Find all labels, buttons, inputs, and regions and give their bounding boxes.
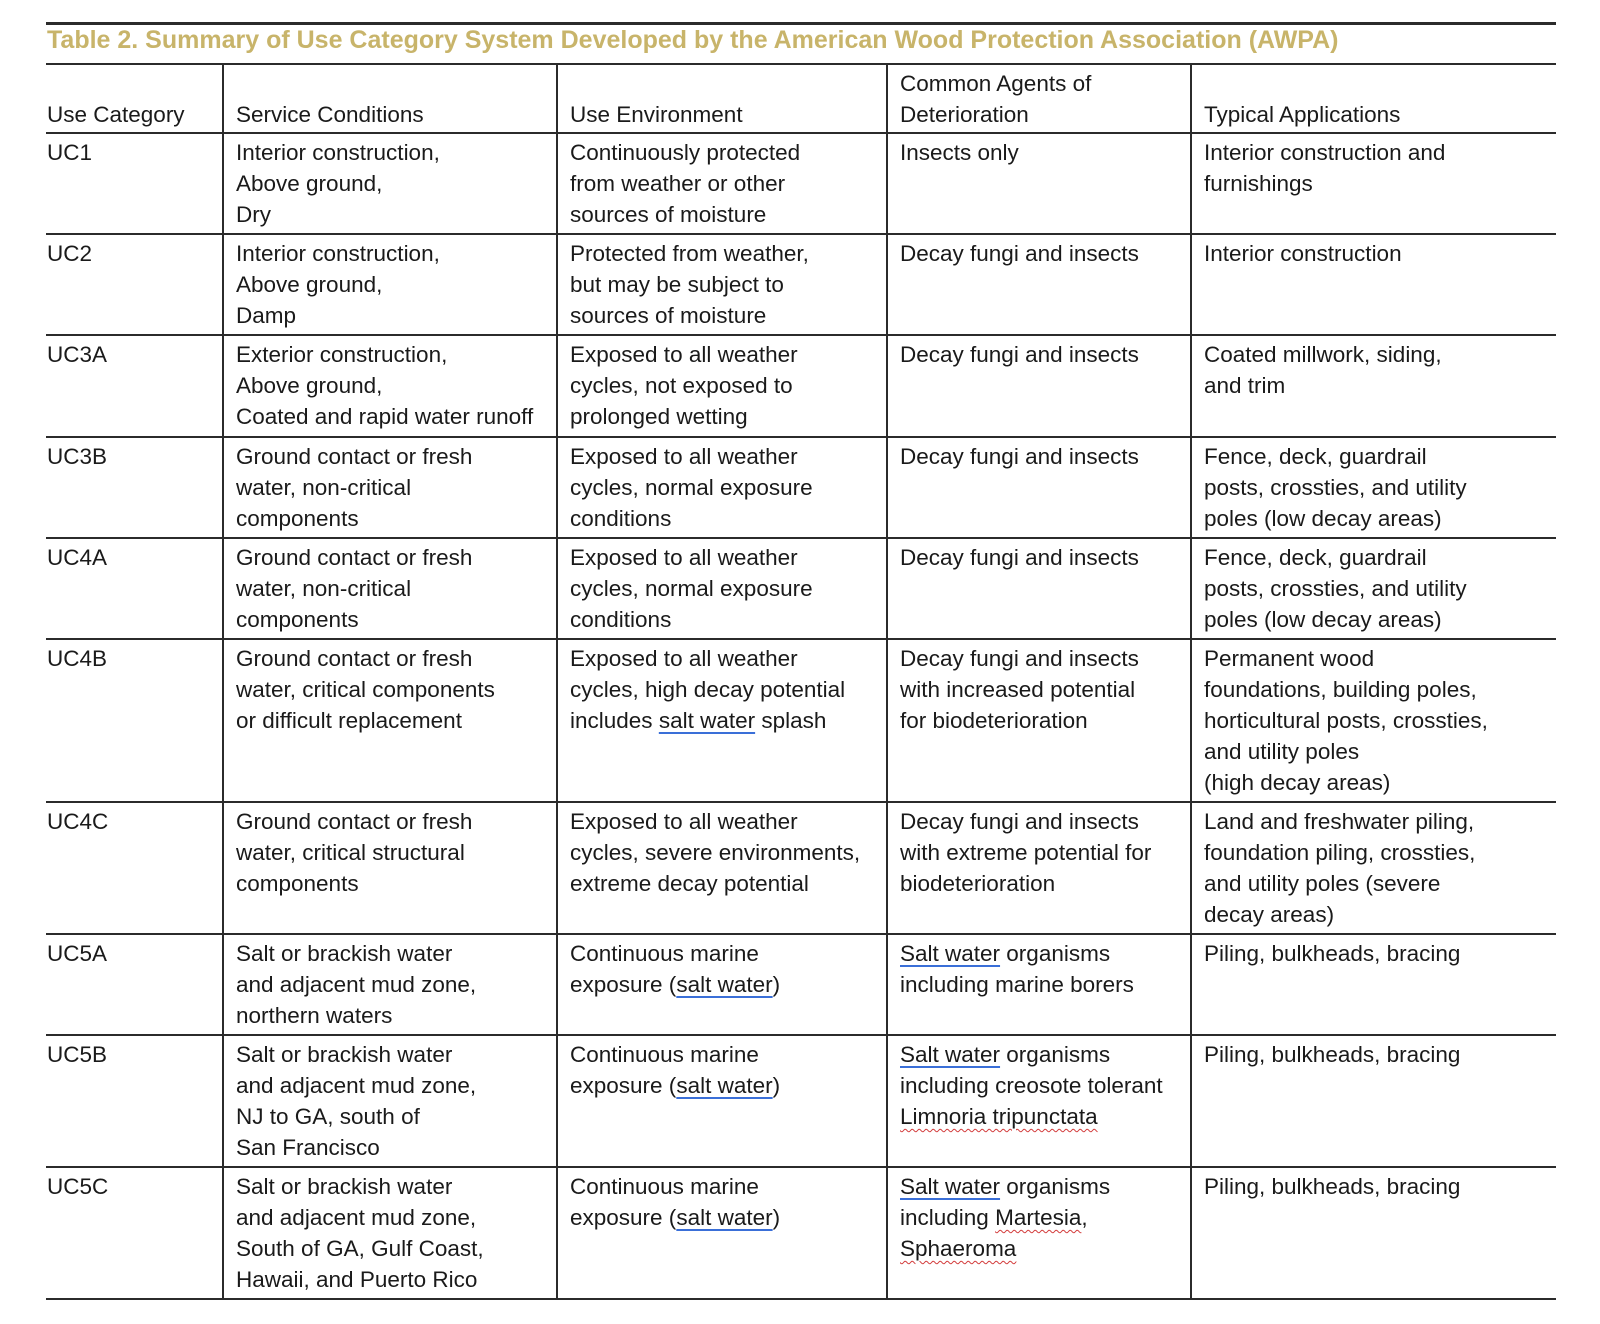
cell-applications: Permanent wood foundations, building poles, horticultural posts, crossties, and utility poles (high decay areas)	[1191, 639, 1556, 802]
table-row	[46, 234, 1556, 335]
table-row	[46, 133, 1556, 234]
cell-applications: Fence, deck, guardrail posts, crossties, and utility poles (low decay areas)	[1191, 437, 1556, 538]
cell-service-conditions: Ground contact or fresh water, non-critical components	[223, 538, 557, 639]
cell-use-category: UC1	[46, 133, 223, 234]
table-body	[46, 133, 1556, 1299]
cell-service-conditions: Exterior construction, Above ground, Coated and rapid water runoff	[223, 335, 557, 437]
cell-applications: Fence, deck, guardrail posts, crossties, and utility poles (low decay areas)	[1191, 538, 1556, 639]
cell-service-conditions: Ground contact or fresh water, non-critical components	[223, 437, 557, 538]
cell-use-category: UC4B	[46, 639, 223, 802]
cell-applications: Coated millwork, siding, and trim	[1191, 335, 1556, 437]
cell-use-category: UC4A	[46, 538, 223, 639]
cell-use-category: UC5B	[46, 1035, 223, 1167]
cell-applications: Interior construction	[1191, 234, 1556, 335]
cell-use-environment: Continuous marine exposure (salt water)	[557, 1035, 887, 1167]
cell-use-category: UC5A	[46, 934, 223, 1035]
cell-use-environment: Exposed to all weather cycles, normal exposure conditions	[557, 538, 887, 639]
cell-service-conditions: Interior construction, Above ground, Dry	[223, 133, 557, 234]
cell-use-category: UC3B	[46, 437, 223, 538]
header-typical-applications: Typical Applications	[1191, 64, 1556, 133]
cell-applications: Land and freshwater piling, foundation piling, crossties, and utility poles (severe decay areas)	[1191, 802, 1556, 934]
cell-agents: Insects only	[887, 133, 1191, 234]
header-use-environment: Use Environment	[557, 64, 887, 133]
cell-use-category: UC5C	[46, 1167, 223, 1299]
table-row	[46, 1167, 1556, 1299]
cell-use-environment: Continuously protected from weather or other sources of moisture	[557, 133, 887, 234]
cell-service-conditions: Interior construction, Above ground, Damp	[223, 234, 557, 335]
cell-agents: Decay fungi and insects	[887, 335, 1191, 437]
cell-agents: Decay fungi and insects	[887, 538, 1191, 639]
cell-use-environment: Exposed to all weather cycles, not exposed to prolonged wetting	[557, 335, 887, 437]
cell-agents: Decay fungi and insects with extreme potential for biodeterioration	[887, 802, 1191, 934]
cell-service-conditions: Salt or brackish water and adjacent mud zone, South of GA, Gulf Coast, Hawaii, and Puerto Rico	[223, 1167, 557, 1299]
cell-use-environment: Exposed to all weather cycles, normal exposure conditions	[557, 437, 887, 538]
cell-use-environment: Protected from weather, but may be subject to sources of moisture	[557, 234, 887, 335]
cell-service-conditions: Salt or brackish water and adjacent mud zone, NJ to GA, south of San Francisco	[223, 1035, 557, 1167]
table-row	[46, 1035, 1556, 1167]
cell-agents: Salt water organisms including Martesia, Sphaeroma	[887, 1167, 1191, 1299]
cell-applications: Piling, bulkheads, bracing	[1191, 1035, 1556, 1167]
cell-service-conditions: Ground contact or fresh water, critical structural components	[223, 802, 557, 934]
cell-agents: Salt water organisms including creosote tolerant Limnoria tripunctata	[887, 1035, 1191, 1167]
table-header-row	[46, 64, 1556, 133]
cell-service-conditions: Ground contact or fresh water, critical components or difficult replacement	[223, 639, 557, 802]
cell-service-conditions: Salt or brackish water and adjacent mud zone, northern waters	[223, 934, 557, 1035]
cell-agents: Decay fungi and insects	[887, 234, 1191, 335]
table-row	[46, 538, 1556, 639]
cell-use-environment: Continuous marine exposure (salt water)	[557, 934, 887, 1035]
cell-use-category: UC4C	[46, 802, 223, 934]
table-caption: Table 2. Summary of Use Category System Developed by the American Wood Protection Association (AWPA)	[47, 26, 1339, 54]
cell-applications: Piling, bulkheads, bracing	[1191, 1167, 1556, 1299]
table-row	[46, 437, 1556, 538]
cell-agents: Decay fungi and insects with increased potential for biodeterioration	[887, 639, 1191, 802]
table-row	[46, 802, 1556, 934]
cell-use-category: UC3A	[46, 335, 223, 437]
cell-use-environment: Exposed to all weather cycles, severe environments, extreme decay potential	[557, 802, 887, 934]
cell-use-environment: Continuous marine exposure (salt water)	[557, 1167, 887, 1299]
cell-agents: Salt water organisms including marine borers	[887, 934, 1191, 1035]
header-use-category: Use Category	[46, 64, 223, 133]
header-agents-of-deterioration: Common Agents of Deterioration	[887, 64, 1191, 133]
cell-applications: Piling, bulkheads, bracing	[1191, 934, 1556, 1035]
header-service-conditions: Service Conditions	[223, 64, 557, 133]
cell-applications: Interior construction and furnishings	[1191, 133, 1556, 234]
cell-use-environment: Exposed to all weather cycles, high decay potential includes salt water splash	[557, 639, 887, 802]
table-row	[46, 934, 1556, 1035]
table-row	[46, 335, 1556, 437]
table-row	[46, 639, 1556, 802]
cell-use-category: UC2	[46, 234, 223, 335]
cell-agents: Decay fungi and insects	[887, 437, 1191, 538]
use-category-table	[46, 63, 1556, 1300]
top-rule	[46, 22, 1556, 25]
